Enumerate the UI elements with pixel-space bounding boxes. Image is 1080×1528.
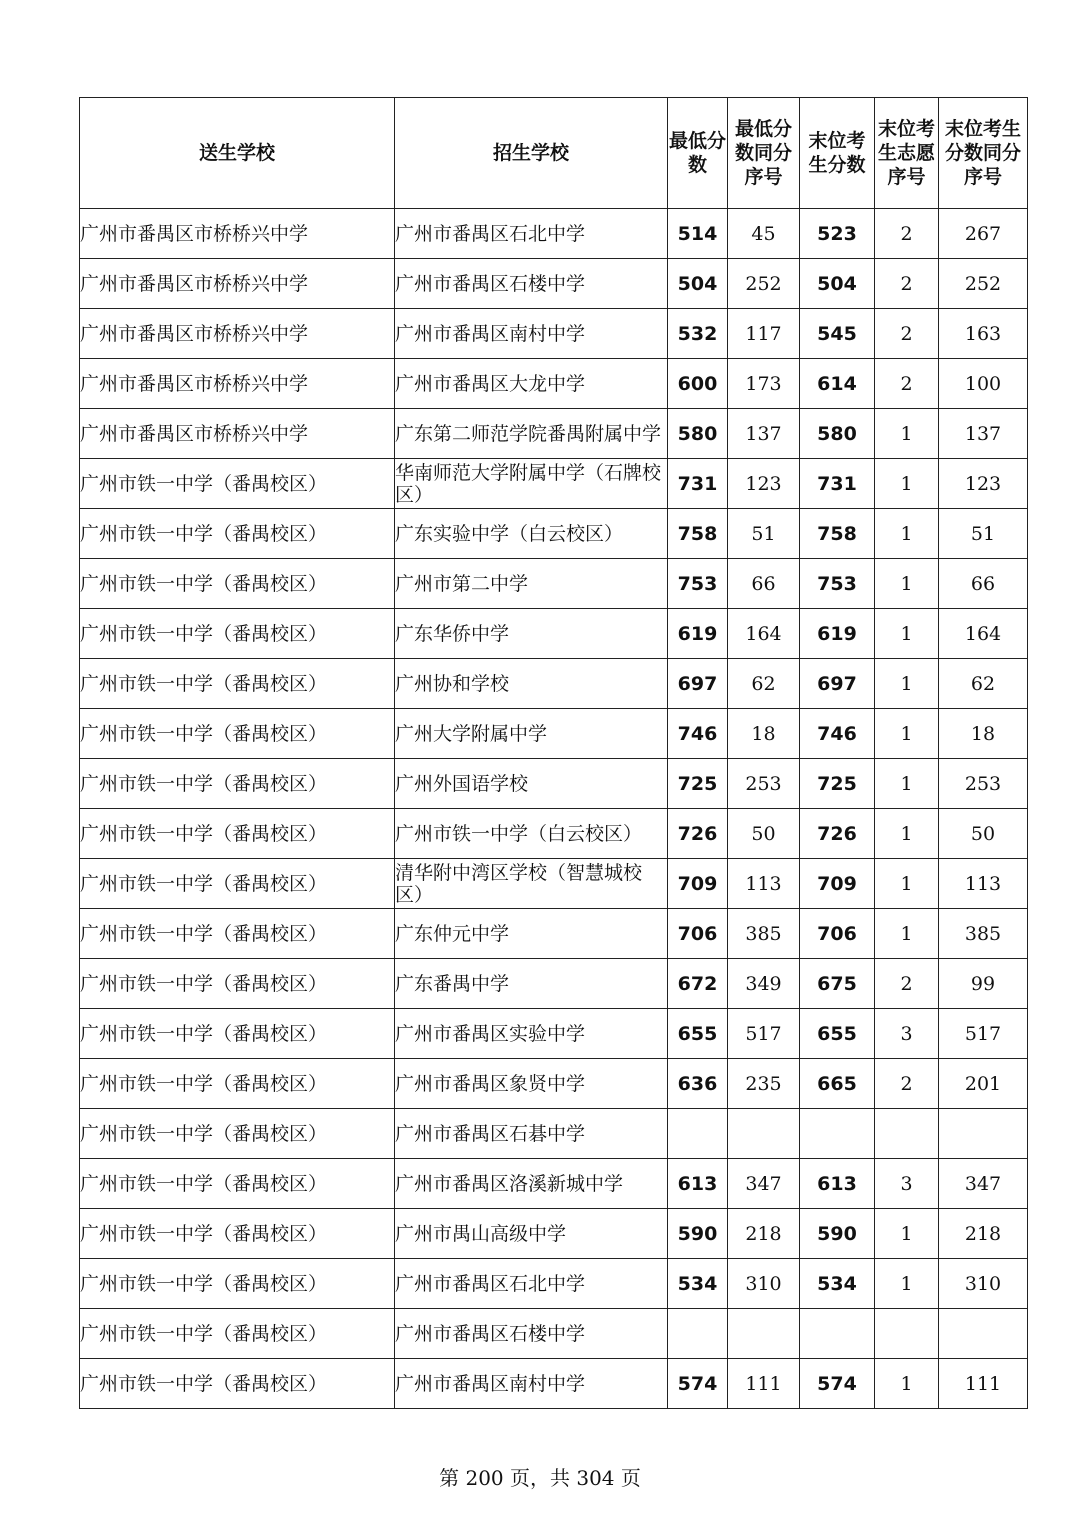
cell-send-school: 广州市铁一中学（番禺校区） [80,809,395,859]
table-row [80,1109,1028,1159]
cell-send-school: 广州市铁一中学（番禺校区） [80,709,395,759]
cell-last-pref: 2 [875,1059,939,1109]
cell-min-score-rank: 50 [728,809,800,859]
cell-enroll-school: 广州市番禺区洛溪新城中学 [395,1159,668,1209]
header-last-score: 末位考生分数 [800,98,875,209]
table-row [80,659,1028,709]
cell-send-school: 广州市番禺区市桥桥兴中学 [80,259,395,309]
cell-min-score-rank: 137 [728,409,800,459]
cell-enroll-school: 广州大学附属中学 [395,709,668,759]
cell-last-score: 619 [800,609,875,659]
cell-last-rank: 137 [939,409,1028,459]
table-row [80,1309,1028,1359]
cell-send-school: 广州市铁一中学（番禺校区） [80,1159,395,1209]
cell-min-score-rank: 218 [728,1209,800,1259]
cell-min-score-rank [728,1109,800,1159]
cell-min-score: 746 [668,709,728,759]
cell-min-score: 504 [668,259,728,309]
table-row [80,209,1028,259]
cell-last-score: 613 [800,1159,875,1209]
table-row [80,909,1028,959]
cell-send-school: 广州市铁一中学（番禺校区） [80,909,395,959]
cell-last-pref: 1 [875,859,939,909]
table-row [80,509,1028,559]
cell-last-rank: 385 [939,909,1028,959]
cell-enroll-school: 清华附中湾区学校（智慧城校区） [395,859,668,909]
cell-last-rank: 18 [939,709,1028,759]
cell-enroll-school: 广东实验中学（白云校区） [395,509,668,559]
cell-send-school: 广州市铁一中学（番禺校区） [80,1009,395,1059]
cell-last-rank: 100 [939,359,1028,409]
cell-min-score: 613 [668,1159,728,1209]
cell-last-pref: 1 [875,909,939,959]
cell-send-school: 广州市番禺区市桥桥兴中学 [80,309,395,359]
cell-last-pref: 1 [875,1259,939,1309]
cell-min-score-rank: 123 [728,459,800,509]
header-last-rank: 末位考生分数同分序号 [939,98,1028,209]
cell-min-score: 706 [668,909,728,959]
cell-last-pref [875,1109,939,1159]
cell-last-rank: 99 [939,959,1028,1009]
cell-min-score-rank [728,1309,800,1359]
cell-min-score: 655 [668,1009,728,1059]
cell-min-score-rank: 111 [728,1359,800,1409]
cell-last-pref: 1 [875,509,939,559]
cell-last-rank: 113 [939,859,1028,909]
cell-send-school: 广州市铁一中学（番禺校区） [80,659,395,709]
cell-last-score: 590 [800,1209,875,1259]
cell-last-rank: 111 [939,1359,1028,1409]
table-row [80,309,1028,359]
cell-last-rank: 163 [939,309,1028,359]
cell-last-pref: 3 [875,1159,939,1209]
cell-last-rank [939,1109,1028,1159]
cell-last-score: 504 [800,259,875,309]
cell-last-rank: 51 [939,509,1028,559]
cell-last-pref: 2 [875,209,939,259]
cell-min-score-rank: 117 [728,309,800,359]
cell-last-score: 709 [800,859,875,909]
cell-enroll-school: 广东第二师范学院番禺附属中学 [395,409,668,459]
table-row [80,1059,1028,1109]
cell-min-score [668,1309,728,1359]
cell-last-pref: 2 [875,359,939,409]
table-row [80,559,1028,609]
cell-min-score: 672 [668,959,728,1009]
cell-last-rank: 310 [939,1259,1028,1309]
cell-min-score-rank: 173 [728,359,800,409]
cell-send-school: 广州市铁一中学（番禺校区） [80,1259,395,1309]
cell-send-school: 广州市铁一中学（番禺校区） [80,609,395,659]
cell-send-school: 广州市铁一中学（番禺校区） [80,1209,395,1259]
cell-last-pref: 1 [875,1209,939,1259]
cell-last-score [800,1309,875,1359]
table-row [80,1159,1028,1209]
cell-min-score-rank: 45 [728,209,800,259]
cell-send-school: 广州市铁一中学（番禺校区） [80,759,395,809]
cell-enroll-school: 广州市番禺区石楼中学 [395,1309,668,1359]
cell-min-score: 590 [668,1209,728,1259]
cell-last-score [800,1109,875,1159]
cell-min-score-rank: 252 [728,259,800,309]
cell-enroll-school: 广州市禺山高级中学 [395,1209,668,1259]
cell-last-pref: 1 [875,659,939,709]
header-min-score: 最低分数 [668,98,728,209]
cell-min-score: 636 [668,1059,728,1109]
cell-last-score: 758 [800,509,875,559]
cell-enroll-school: 广州市铁一中学（白云校区） [395,809,668,859]
cell-last-pref: 1 [875,1359,939,1409]
cell-min-score-rank: 113 [728,859,800,909]
cell-send-school: 广州市铁一中学（番禺校区） [80,459,395,509]
header-last-pref: 末位考生志愿序号 [875,98,939,209]
cell-last-score: 523 [800,209,875,259]
cell-last-score: 731 [800,459,875,509]
cell-min-score: 600 [668,359,728,409]
cell-last-pref: 1 [875,559,939,609]
cell-min-score: 574 [668,1359,728,1409]
cell-last-score: 706 [800,909,875,959]
cell-send-school: 广州市番禺区市桥桥兴中学 [80,409,395,459]
table-row [80,409,1028,459]
cell-last-score: 534 [800,1259,875,1309]
cell-last-score: 665 [800,1059,875,1109]
cell-min-score-rank: 51 [728,509,800,559]
header-enroll-school: 招生学校 [395,98,668,209]
cell-last-rank: 252 [939,259,1028,309]
cell-last-pref: 2 [875,259,939,309]
table-row [80,1009,1028,1059]
cell-last-pref: 1 [875,809,939,859]
cell-send-school: 广州市铁一中学（番禺校区） [80,509,395,559]
cell-enroll-school: 广州市番禺区实验中学 [395,1009,668,1059]
cell-last-pref: 2 [875,959,939,1009]
cell-last-pref: 1 [875,609,939,659]
cell-enroll-school: 广东番禺中学 [395,959,668,1009]
cell-min-score-rank: 517 [728,1009,800,1059]
cell-send-school: 广州市铁一中学（番禺校区） [80,559,395,609]
cell-min-score-rank: 347 [728,1159,800,1209]
table-row [80,1359,1028,1409]
cell-min-score: 514 [668,209,728,259]
cell-last-pref: 3 [875,1009,939,1059]
cell-enroll-school: 华南师范大学附属中学（石牌校区） [395,459,668,509]
cell-last-score: 726 [800,809,875,859]
cell-send-school: 广州市番禺区市桥桥兴中学 [80,209,395,259]
cell-last-pref: 1 [875,409,939,459]
cell-min-score-rank: 66 [728,559,800,609]
cell-last-score: 697 [800,659,875,709]
cell-enroll-school: 广州市番禺区石北中学 [395,1259,668,1309]
cell-last-pref: 1 [875,759,939,809]
cell-min-score [668,1109,728,1159]
cell-last-score: 725 [800,759,875,809]
cell-last-pref: 2 [875,309,939,359]
table-row [80,709,1028,759]
header-min-score-rank: 最低分数同分序号 [728,98,800,209]
cell-last-rank: 50 [939,809,1028,859]
page-footer: 第 200 页，共 304 页 [439,1466,641,1490]
cell-last-rank: 164 [939,609,1028,659]
cell-last-rank: 253 [939,759,1028,809]
cell-enroll-school: 广州市番禺区象贤中学 [395,1059,668,1109]
cell-last-score: 753 [800,559,875,609]
cell-last-score: 675 [800,959,875,1009]
cell-last-score: 655 [800,1009,875,1059]
cell-min-score: 758 [668,509,728,559]
header-row [80,98,1028,209]
cell-last-rank: 62 [939,659,1028,709]
cell-enroll-school: 广州市番禺区南村中学 [395,1359,668,1409]
header-send-school: 送生学校 [80,98,395,209]
cell-last-rank: 123 [939,459,1028,509]
table-row [80,959,1028,1009]
table-row [80,759,1028,809]
cell-last-rank: 517 [939,1009,1028,1059]
table-row [80,259,1028,309]
cell-last-pref: 1 [875,459,939,509]
cell-min-score: 697 [668,659,728,709]
cell-last-pref [875,1309,939,1359]
cell-min-score-rank: 253 [728,759,800,809]
cell-enroll-school: 广州市番禺区石楼中学 [395,259,668,309]
cell-min-score: 753 [668,559,728,609]
table-row [80,1259,1028,1309]
table-row [80,359,1028,409]
cell-last-rank [939,1309,1028,1359]
cell-enroll-school: 广东华侨中学 [395,609,668,659]
cell-send-school: 广州市铁一中学（番禺校区） [80,1109,395,1159]
cell-last-score: 614 [800,359,875,409]
table-row [80,809,1028,859]
cell-min-score: 709 [668,859,728,909]
cell-enroll-school: 广州市番禺区大龙中学 [395,359,668,409]
cell-send-school: 广州市铁一中学（番禺校区） [80,859,395,909]
cell-enroll-school: 广州外国语学校 [395,759,668,809]
table-row [80,459,1028,509]
cell-min-score-rank: 235 [728,1059,800,1109]
cell-enroll-school: 广州市番禺区南村中学 [395,309,668,359]
cell-last-score: 580 [800,409,875,459]
cell-enroll-school: 广州市第二中学 [395,559,668,609]
cell-min-score: 580 [668,409,728,459]
cell-last-score: 574 [800,1359,875,1409]
cell-min-score-rank: 385 [728,909,800,959]
cell-enroll-school: 广州市番禺区石北中学 [395,209,668,259]
table-row [80,609,1028,659]
cell-last-rank: 347 [939,1159,1028,1209]
cell-last-score: 545 [800,309,875,359]
cell-min-score-rank: 310 [728,1259,800,1309]
cell-min-score: 725 [668,759,728,809]
cell-send-school: 广州市番禺区市桥桥兴中学 [80,359,395,409]
table-row [80,859,1028,909]
cell-min-score-rank: 349 [728,959,800,1009]
cell-send-school: 广州市铁一中学（番禺校区） [80,1059,395,1109]
cell-enroll-school: 广东仲元中学 [395,909,668,959]
cell-enroll-school: 广州市番禺区石碁中学 [395,1109,668,1159]
cell-enroll-school: 广州协和学校 [395,659,668,709]
cell-send-school: 广州市铁一中学（番禺校区） [80,1359,395,1409]
cell-min-score: 726 [668,809,728,859]
cell-send-school: 广州市铁一中学（番禺校区） [80,959,395,1009]
cell-min-score-rank: 164 [728,609,800,659]
cell-last-rank: 201 [939,1059,1028,1109]
cell-send-school: 广州市铁一中学（番禺校区） [80,1309,395,1359]
cell-min-score: 534 [668,1259,728,1309]
cell-min-score-rank: 18 [728,709,800,759]
cell-min-score: 731 [668,459,728,509]
table-row [80,1209,1028,1259]
cell-last-pref: 1 [875,709,939,759]
cell-min-score-rank: 62 [728,659,800,709]
admission-table [79,97,1028,1409]
cell-last-rank: 267 [939,209,1028,259]
cell-min-score: 619 [668,609,728,659]
cell-last-rank: 218 [939,1209,1028,1259]
cell-last-rank: 66 [939,559,1028,609]
cell-last-score: 746 [800,709,875,759]
cell-min-score: 532 [668,309,728,359]
